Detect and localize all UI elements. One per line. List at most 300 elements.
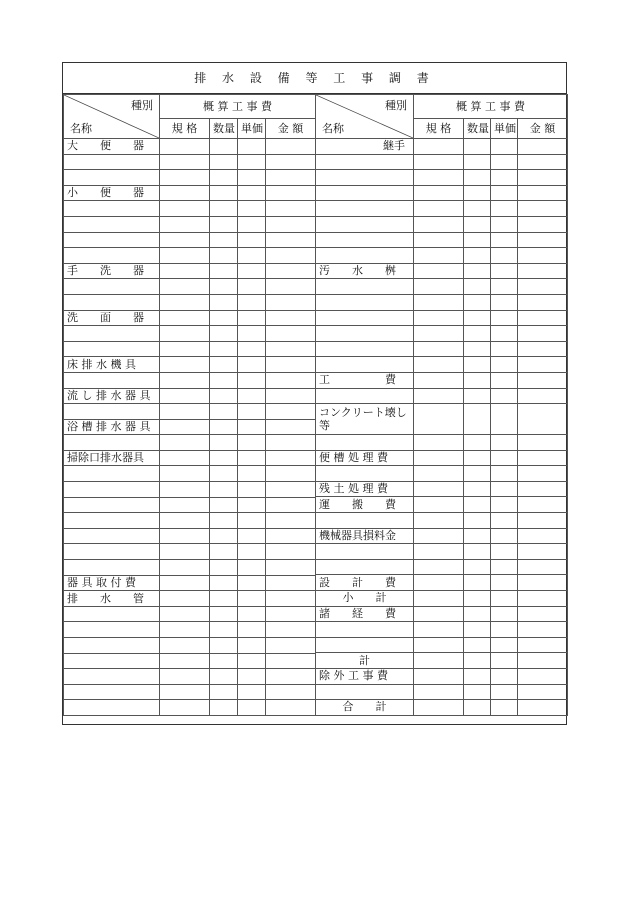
right-amount-cell bbox=[518, 575, 568, 591]
left-qty-cell bbox=[210, 341, 238, 357]
left-item-name bbox=[64, 435, 160, 451]
left-item-name bbox=[64, 466, 160, 482]
right-qty-cell bbox=[464, 669, 491, 685]
left-amount-cell bbox=[266, 482, 316, 498]
left-amount-cell bbox=[266, 139, 316, 155]
left-unit-price-cell bbox=[238, 669, 266, 685]
left-unit-price-header: 単価 bbox=[238, 119, 266, 139]
left-unit-price-cell bbox=[238, 263, 266, 279]
left-item-name bbox=[64, 606, 160, 622]
right-qty-cell bbox=[464, 404, 491, 435]
table-row bbox=[316, 669, 568, 685]
table-row bbox=[64, 326, 316, 342]
right-amount-cell bbox=[518, 404, 568, 435]
left-spec-cell bbox=[160, 513, 210, 529]
left-amount-cell bbox=[266, 310, 316, 326]
left-item-name bbox=[64, 232, 160, 248]
table-row bbox=[316, 544, 568, 560]
right-spec-cell bbox=[414, 513, 464, 529]
left-spec-cell bbox=[160, 669, 210, 685]
left-amount-cell bbox=[266, 544, 316, 560]
left-amount-cell bbox=[266, 372, 316, 388]
left-qty-cell bbox=[210, 372, 238, 388]
right-spec-cell bbox=[414, 528, 464, 544]
left-amount-cell bbox=[266, 684, 316, 700]
left-qty-cell bbox=[210, 450, 238, 466]
right-amount-cell bbox=[518, 481, 568, 497]
right-item-name bbox=[316, 357, 414, 373]
right-spec-cell bbox=[414, 435, 464, 451]
right-item-name: 運 搬 費 bbox=[316, 497, 414, 513]
left-spec-cell bbox=[160, 372, 210, 388]
left-unit-price-cell bbox=[238, 528, 266, 544]
table-row bbox=[316, 154, 568, 170]
left-amount-cell bbox=[266, 560, 316, 576]
left-item-name bbox=[64, 294, 160, 310]
right-amount-cell bbox=[518, 294, 568, 310]
left-qty-cell bbox=[210, 700, 238, 716]
left-item-name bbox=[64, 497, 160, 513]
left-qty-cell bbox=[210, 357, 238, 373]
right-item-name bbox=[316, 622, 414, 638]
table-row bbox=[64, 263, 316, 279]
left-item-name bbox=[64, 513, 160, 529]
left-unit-price-cell bbox=[238, 232, 266, 248]
right-amount-cell bbox=[518, 388, 568, 404]
left-amount-cell bbox=[266, 653, 316, 669]
right-amount-cell bbox=[518, 201, 568, 217]
left-qty-cell bbox=[210, 528, 238, 544]
right-item-name bbox=[316, 435, 414, 451]
right-item-name bbox=[316, 684, 414, 700]
left-amount-cell bbox=[266, 201, 316, 217]
right-amount-cell bbox=[518, 357, 568, 373]
table-row bbox=[316, 201, 568, 217]
left-spec-cell bbox=[160, 341, 210, 357]
table-row bbox=[64, 216, 316, 232]
left-qty-cell bbox=[210, 294, 238, 310]
left-spec-cell bbox=[160, 326, 210, 342]
left-item-name: 掃除口排水器具 bbox=[64, 450, 160, 466]
left-unit-price-cell bbox=[238, 466, 266, 482]
right-unit-price-cell bbox=[491, 357, 518, 373]
left-spec-cell bbox=[160, 622, 210, 638]
left-spec-cell bbox=[160, 419, 210, 435]
left-qty-cell bbox=[210, 170, 238, 186]
right-amount-header: 金 額 bbox=[518, 119, 568, 139]
left-qty-header: 数量 bbox=[210, 119, 238, 139]
right-qty-cell bbox=[464, 528, 491, 544]
right-amount-cell bbox=[518, 669, 568, 685]
right-item-name bbox=[316, 466, 414, 482]
left-qty-cell bbox=[210, 622, 238, 638]
right-unit-price-cell bbox=[491, 591, 518, 607]
table-row bbox=[316, 481, 568, 497]
right-spec-cell bbox=[414, 341, 464, 357]
right-spec-cell bbox=[414, 466, 464, 482]
right-unit-price-cell bbox=[491, 154, 518, 170]
table-row bbox=[64, 684, 316, 700]
left-unit-price-cell bbox=[238, 700, 266, 716]
left-spec-cell bbox=[160, 388, 210, 404]
table-row bbox=[64, 279, 316, 295]
table-row bbox=[64, 357, 316, 373]
right-item-name bbox=[316, 341, 414, 357]
left-spec-cell bbox=[160, 638, 210, 654]
table-row bbox=[316, 310, 568, 326]
document-title: 排 水 設 備 等 工 事 調 書 bbox=[63, 63, 566, 94]
table-row bbox=[316, 606, 568, 622]
right-qty-cell bbox=[464, 653, 491, 669]
right-spec-cell bbox=[414, 544, 464, 560]
right-category-label: 種別 bbox=[385, 99, 407, 112]
table-row bbox=[64, 404, 316, 420]
left-item-name bbox=[64, 482, 160, 498]
table-row bbox=[64, 388, 316, 404]
table-row bbox=[316, 575, 568, 591]
left-amount-cell bbox=[266, 294, 316, 310]
table-row bbox=[64, 653, 316, 669]
left-qty-cell bbox=[210, 560, 238, 576]
left-unit-price-cell bbox=[238, 513, 266, 529]
right-amount-cell bbox=[518, 559, 568, 575]
right-item-name bbox=[316, 154, 414, 170]
left-item-name bbox=[64, 669, 160, 685]
left-unit-price-cell bbox=[238, 482, 266, 498]
right-unit-price-cell bbox=[491, 497, 518, 513]
left-amount-cell bbox=[266, 170, 316, 186]
left-unit-price-cell bbox=[238, 544, 266, 560]
left-spec-cell bbox=[160, 185, 210, 201]
table-row bbox=[316, 170, 568, 186]
right-qty-cell bbox=[464, 544, 491, 560]
right-item-name bbox=[316, 279, 414, 295]
table-row bbox=[64, 248, 316, 264]
right-unit-price-cell bbox=[491, 341, 518, 357]
table-row bbox=[316, 622, 568, 638]
left-qty-cell bbox=[210, 591, 238, 607]
right-spec-cell bbox=[414, 653, 464, 669]
left-unit-price-cell bbox=[238, 622, 266, 638]
right-unit-price-header: 単価 bbox=[491, 119, 518, 139]
table-row bbox=[316, 357, 568, 373]
left-unit-price-cell bbox=[238, 294, 266, 310]
left-item-name bbox=[64, 326, 160, 342]
left-qty-cell bbox=[210, 544, 238, 560]
right-qty-cell bbox=[464, 700, 491, 716]
left-amount-cell bbox=[266, 575, 316, 591]
left-amount-cell bbox=[266, 419, 316, 435]
left-unit-price-cell bbox=[238, 435, 266, 451]
left-unit-price-cell bbox=[238, 388, 266, 404]
right-spec-cell bbox=[414, 450, 464, 466]
right-spec-cell bbox=[414, 139, 464, 155]
right-item-name: 工 費 bbox=[316, 372, 414, 388]
right-amount-cell bbox=[518, 372, 568, 388]
right-unit-price-cell bbox=[491, 575, 518, 591]
table-row bbox=[316, 684, 568, 700]
left-amount-cell bbox=[266, 700, 316, 716]
left-category-label: 種別 bbox=[131, 99, 153, 112]
right-item-name bbox=[316, 559, 414, 575]
table-row bbox=[64, 513, 316, 529]
left-qty-cell bbox=[210, 606, 238, 622]
left-spec-cell bbox=[160, 466, 210, 482]
left-qty-cell bbox=[210, 216, 238, 232]
right-amount-cell bbox=[518, 591, 568, 607]
right-qty-cell bbox=[464, 341, 491, 357]
right-qty-cell bbox=[464, 513, 491, 529]
left-unit-price-cell bbox=[238, 419, 266, 435]
right-amount-cell bbox=[518, 216, 568, 232]
left-spec-cell bbox=[160, 294, 210, 310]
right-unit-price-cell bbox=[491, 404, 518, 435]
left-qty-cell bbox=[210, 653, 238, 669]
right-item-name bbox=[316, 326, 414, 342]
left-item-name: 浴 槽 排 水 器 具 bbox=[64, 419, 160, 435]
right-amount-cell bbox=[518, 341, 568, 357]
right-item-name bbox=[316, 513, 414, 529]
left-unit-price-cell bbox=[238, 248, 266, 264]
right-table bbox=[315, 94, 567, 725]
right-qty-cell bbox=[464, 232, 491, 248]
right-spec-cell bbox=[414, 232, 464, 248]
left-spec-cell bbox=[160, 528, 210, 544]
right-qty-cell bbox=[464, 559, 491, 575]
table-row bbox=[64, 232, 316, 248]
right-spec-cell bbox=[414, 170, 464, 186]
right-qty-cell bbox=[464, 684, 491, 700]
left-amount-cell bbox=[266, 622, 316, 638]
table-row bbox=[64, 575, 316, 591]
right-unit-price-cell bbox=[491, 294, 518, 310]
left-unit-price-cell bbox=[238, 341, 266, 357]
table-row bbox=[316, 216, 568, 232]
left-unit-price-cell bbox=[238, 279, 266, 295]
right-spec-cell bbox=[414, 404, 464, 435]
left-qty-cell bbox=[210, 419, 238, 435]
left-qty-cell bbox=[210, 310, 238, 326]
left-qty-cell bbox=[210, 482, 238, 498]
right-item-name bbox=[316, 310, 414, 326]
left-item-name: 床 排 水 機 具 bbox=[64, 357, 160, 373]
right-item-name bbox=[316, 388, 414, 404]
table-row bbox=[316, 279, 568, 295]
right-amount-cell bbox=[518, 279, 568, 295]
right-qty-cell bbox=[464, 637, 491, 653]
table-row bbox=[316, 326, 568, 342]
left-amount-cell bbox=[266, 154, 316, 170]
table-row bbox=[64, 419, 316, 435]
right-qty-cell bbox=[464, 497, 491, 513]
left-table bbox=[63, 94, 315, 725]
left-item-name bbox=[64, 341, 160, 357]
left-amount-cell bbox=[266, 185, 316, 201]
left-amount-cell bbox=[266, 606, 316, 622]
right-unit-price-cell bbox=[491, 232, 518, 248]
left-qty-cell bbox=[210, 497, 238, 513]
left-unit-price-cell bbox=[238, 216, 266, 232]
right-spec-cell bbox=[414, 185, 464, 201]
left-amount-cell bbox=[266, 638, 316, 654]
right-qty-cell bbox=[464, 216, 491, 232]
right-spec-cell bbox=[414, 201, 464, 217]
right-spec-cell bbox=[414, 606, 464, 622]
left-qty-cell bbox=[210, 139, 238, 155]
right-amount-cell bbox=[518, 450, 568, 466]
table-row bbox=[316, 559, 568, 575]
left-spec-cell bbox=[160, 170, 210, 186]
right-item-name: 残 土 処 理 費 bbox=[316, 481, 414, 497]
left-spec-cell bbox=[160, 216, 210, 232]
left-item-name bbox=[64, 372, 160, 388]
right-qty-cell bbox=[464, 201, 491, 217]
table-row bbox=[64, 622, 316, 638]
left-spec-cell bbox=[160, 684, 210, 700]
left-item-name bbox=[64, 544, 160, 560]
table-row bbox=[316, 450, 568, 466]
table-row bbox=[316, 232, 568, 248]
table-row bbox=[64, 185, 316, 201]
right-unit-price-cell bbox=[491, 263, 518, 279]
table-row bbox=[64, 560, 316, 576]
right-qty-cell bbox=[464, 372, 491, 388]
left-unit-price-cell bbox=[238, 357, 266, 373]
table-row bbox=[64, 528, 316, 544]
right-qty-cell bbox=[464, 606, 491, 622]
left-spec-cell bbox=[160, 544, 210, 560]
left-qty-cell bbox=[210, 154, 238, 170]
left-unit-price-cell bbox=[238, 310, 266, 326]
right-amount-cell bbox=[518, 170, 568, 186]
left-item-name: 排 水 管 bbox=[64, 591, 160, 607]
right-amount-cell bbox=[518, 466, 568, 482]
right-unit-price-cell bbox=[491, 279, 518, 295]
right-amount-cell bbox=[518, 185, 568, 201]
right-qty-cell bbox=[464, 185, 491, 201]
table-row bbox=[64, 139, 316, 155]
right-unit-price-cell bbox=[491, 388, 518, 404]
right-item-name: 合 計 bbox=[316, 700, 414, 716]
right-item-name: 計 bbox=[316, 653, 414, 669]
right-qty-cell bbox=[464, 170, 491, 186]
left-spec-cell bbox=[160, 435, 210, 451]
table-row bbox=[316, 700, 568, 716]
right-item-name bbox=[316, 248, 414, 264]
right-qty-cell bbox=[464, 575, 491, 591]
left-unit-price-cell bbox=[238, 575, 266, 591]
table-row bbox=[316, 341, 568, 357]
left-spec-cell bbox=[160, 154, 210, 170]
right-amount-cell bbox=[518, 310, 568, 326]
left-spec-cell bbox=[160, 482, 210, 498]
left-unit-price-cell bbox=[238, 450, 266, 466]
right-item-name bbox=[316, 637, 414, 653]
right-qty-cell bbox=[464, 154, 491, 170]
left-qty-cell bbox=[210, 669, 238, 685]
right-spec-cell bbox=[414, 388, 464, 404]
right-spec-cell bbox=[414, 357, 464, 373]
left-amount-cell bbox=[266, 591, 316, 607]
right-unit-price-cell bbox=[491, 310, 518, 326]
left-spec-header: 規 格 bbox=[160, 119, 210, 139]
right-spec-cell bbox=[414, 559, 464, 575]
left-diagonal-header bbox=[64, 95, 160, 139]
left-unit-price-cell bbox=[238, 684, 266, 700]
left-item-name bbox=[64, 684, 160, 700]
left-amount-cell bbox=[266, 435, 316, 451]
table-row bbox=[64, 310, 316, 326]
left-amount-cell bbox=[266, 669, 316, 685]
right-amount-cell bbox=[518, 653, 568, 669]
left-unit-price-cell bbox=[238, 185, 266, 201]
right-spec-cell bbox=[414, 216, 464, 232]
right-unit-price-cell bbox=[491, 559, 518, 575]
right-spec-cell bbox=[414, 622, 464, 638]
right-amount-cell bbox=[518, 435, 568, 451]
right-unit-price-cell bbox=[491, 372, 518, 388]
left-qty-cell bbox=[210, 513, 238, 529]
left-spec-cell bbox=[160, 279, 210, 295]
right-amount-cell bbox=[518, 248, 568, 264]
left-qty-cell bbox=[210, 232, 238, 248]
right-qty-cell bbox=[464, 466, 491, 482]
left-item-name bbox=[64, 201, 160, 217]
right-item-name bbox=[316, 201, 414, 217]
right-item-name: 諸 経 費 bbox=[316, 606, 414, 622]
left-spec-cell bbox=[160, 450, 210, 466]
right-unit-price-cell bbox=[491, 326, 518, 342]
left-spec-cell bbox=[160, 248, 210, 264]
left-amount-cell bbox=[266, 404, 316, 420]
table-row bbox=[64, 294, 316, 310]
left-qty-cell bbox=[210, 388, 238, 404]
right-amount-cell bbox=[518, 544, 568, 560]
left-unit-price-cell bbox=[238, 154, 266, 170]
left-amount-cell bbox=[266, 216, 316, 232]
right-unit-price-cell bbox=[491, 435, 518, 451]
right-spec-cell bbox=[414, 481, 464, 497]
left-qty-cell bbox=[210, 684, 238, 700]
left-unit-price-cell bbox=[238, 372, 266, 388]
right-qty-cell bbox=[464, 481, 491, 497]
right-unit-price-cell bbox=[491, 622, 518, 638]
table-row bbox=[316, 637, 568, 653]
left-item-name bbox=[64, 528, 160, 544]
left-amount-cell bbox=[266, 497, 316, 513]
table-row bbox=[64, 606, 316, 622]
right-qty-cell bbox=[464, 248, 491, 264]
right-item-name bbox=[316, 216, 414, 232]
table-row bbox=[64, 450, 316, 466]
left-qty-cell bbox=[210, 248, 238, 264]
left-spec-cell bbox=[160, 357, 210, 373]
left-item-name: 器 具 取 付 費 bbox=[64, 575, 160, 591]
left-qty-cell bbox=[210, 263, 238, 279]
right-spec-cell bbox=[414, 294, 464, 310]
right-spec-cell bbox=[414, 310, 464, 326]
table-row bbox=[316, 404, 568, 435]
table-row bbox=[64, 482, 316, 498]
left-item-name: 手 洗 器 bbox=[64, 263, 160, 279]
right-unit-price-cell bbox=[491, 528, 518, 544]
left-spec-cell bbox=[160, 606, 210, 622]
right-qty-cell bbox=[464, 357, 491, 373]
right-amount-cell bbox=[518, 513, 568, 529]
left-item-name bbox=[64, 653, 160, 669]
left-unit-price-cell bbox=[238, 560, 266, 576]
left-item-name bbox=[64, 216, 160, 232]
